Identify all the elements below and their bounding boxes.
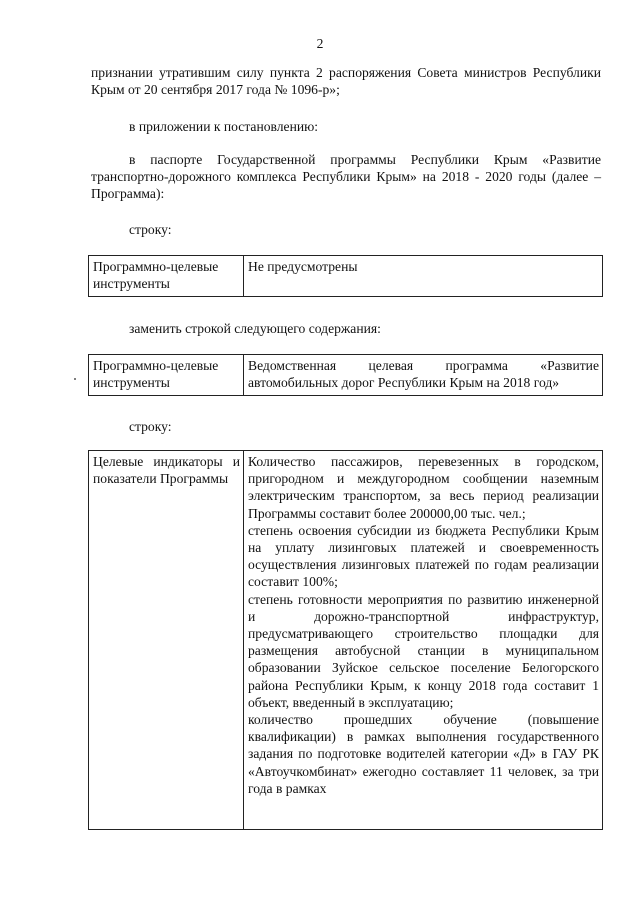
table-cell-label: Целевые индикаторы и показатели Программы (89, 451, 244, 830)
indicator-bus-station: степень готовности мероприятия по развитию инженерной и дорожно-транспортной инфраструктур, предусматривающего строительство площадки для размещения автобусной станции в муниципальном образовании Зуйское сельское поселение Белогорского района Республики Крым, к концу 2018 года составит 1 объект, введенный в эксплуатацию; (248, 591, 599, 710)
table-row (89, 451, 603, 830)
table-cell-value: Ведомственная целевая программа «Развитие автомобильных дорог Республики Крым на 2018 год» (244, 355, 603, 396)
paragraph-repeal: признании утратившим силу пункта 2 распоряжения Совета министров Республики Крым от 20 сентября 2017 года № 1096-р»; (91, 65, 601, 98)
table-row (89, 256, 603, 297)
paragraph-replace: заменить строкой следующего содержания: (129, 321, 381, 336)
table-cell-value: Не предусмотрены (244, 256, 603, 297)
paragraph-annex: в приложении к постановлению: (129, 119, 319, 134)
paragraph-row-label-1: строку: (129, 222, 172, 237)
table-row (89, 355, 603, 396)
indicator-driver-training: количество прошедших обучение (повышение квалификации) в рамках выполнения государственного задания по подготовке водителей категории «Д» в ГАУ РК «Автоучкомбинат» ежегодно составляет 11 человек, за три года в рамках (248, 712, 599, 796)
paragraph-passport: в паспорте Государственной программы Республики Крым «Развитие транспортно-дорожного комплекса Республики Крым» на 2018 - 2020 годы (далее – Программа): (91, 152, 601, 202)
page-number: 2 (316, 36, 324, 51)
table-cell-label: Программно-целевые инструменты (89, 256, 244, 297)
indicator-passengers: Количество пассажиров, перевезенных в городском, пригородном и междугородном сообщении наземным электрическим транспортом, за весь период реализации Программы составит более 200000,00 тыс. чел.; (248, 454, 599, 521)
table-cell-indicators (244, 451, 603, 830)
table-cell-label: Программно-целевые инструменты (89, 355, 244, 396)
scan-speck (74, 378, 76, 380)
indicator-leasing: степень освоения субсидии из бюджета Республики Крым на уплату лизинговых платежей и своевременность осуществления лизинговых платежей по годам реализации составит 100%; (248, 522, 599, 590)
table-new-row (88, 354, 603, 396)
paragraph-row-label-2: строку: (129, 419, 172, 434)
table-indicators (88, 450, 603, 830)
table-old-row (88, 255, 603, 297)
